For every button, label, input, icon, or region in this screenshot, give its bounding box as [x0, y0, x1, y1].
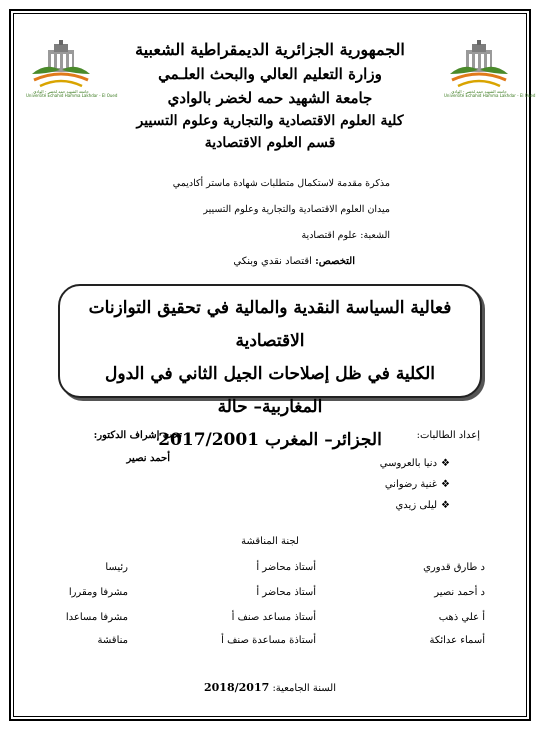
- jury-member-rank: أستاذ محاضر أ: [256, 562, 316, 573]
- title-line-2: الكلية في ظل إصلاحات الجيل الثاني في الدول المغاربية– حالة: [105, 364, 435, 417]
- academic-year-label: السنة الجامعية:: [272, 683, 336, 694]
- jury-member-role: مشرفا ومقررا: [68, 587, 128, 598]
- jury-member-name: د أحمد نصير: [434, 587, 485, 598]
- specialty-line: [233, 256, 355, 267]
- institution-header: [100, 38, 440, 154]
- specialty-value: اقتصاد نقدي وبنكي: [233, 256, 312, 267]
- diamond-bullet-icon: ❖: [441, 500, 450, 511]
- jury-member-rank: أستاذ مساعد صنف أ: [231, 612, 316, 623]
- field-line: ميدان العلوم الاقتصادية والتجارية وعلوم التسيير: [203, 204, 390, 215]
- jury-member-rank: أستاذ محاضر أ: [256, 587, 316, 598]
- memo-line: مذكرة مقدمة لاستكمال متطلبات شهادة ماستر أكاديمي: [172, 178, 390, 189]
- student-item: [395, 500, 450, 511]
- branch-line: الشعبة: علوم اقتصادية: [301, 230, 390, 241]
- ministry-line: وزارة التعليم العالي والبحث العلـمي: [158, 65, 382, 83]
- jury-member-role: مشرفا مساعدا: [65, 612, 128, 623]
- supervisor-name: أحمد نصير: [126, 453, 170, 464]
- logo-caption-latin: Université Echahid Hamma Lakhdar - El Oued: [444, 93, 536, 98]
- student-name: دنيا بالعروسي: [379, 458, 438, 469]
- diamond-bullet-icon: ❖: [441, 479, 450, 490]
- logo-caption: جامعة الشهيد حمه لخضر - الوادي: [33, 89, 89, 94]
- academic-year-value: 2018/2017: [204, 681, 270, 694]
- title-line-3: الجزائر– المغرب 2017/2001: [158, 430, 382, 450]
- student-item: [380, 458, 450, 469]
- title-line-1: فعالية السياسة النقدية والمالية في تحقيق التوازنات الاقتصادية: [88, 298, 452, 351]
- university-logo-left: [26, 40, 118, 102]
- republic-line: الجمهورية الجزائرية الديمقراطية الشعبية: [135, 40, 405, 59]
- supervisor-label: تحت إشراف الدكتور:: [93, 430, 182, 441]
- jury-member-rank: أستاذة مساعدة صنف أ: [221, 635, 316, 646]
- logo-caption: جامعة الشهيد حمه لخضر - الوادي: [451, 89, 507, 94]
- specialty-label: التخصص:: [315, 256, 355, 267]
- diamond-bullet-icon: ❖: [441, 458, 450, 469]
- student-name: ليلى زيدي: [395, 500, 438, 511]
- jury-member-name: أسماء عدائكة: [429, 635, 485, 646]
- students-label: إعداد الطالبات:: [416, 430, 480, 441]
- logo-caption-latin: Université Echahid Hamma Lakhdar - El Oued: [26, 93, 118, 98]
- jury-member-name: د طارق قدوري: [423, 562, 485, 573]
- student-item: [385, 479, 450, 490]
- department-line: قسم العلوم الاقتصادية: [204, 135, 336, 151]
- jury-member-role: مناقشة: [97, 635, 128, 646]
- jury-member-name: أ علي ذهب: [438, 612, 485, 623]
- jury-title: لجنة المناقشة: [241, 536, 299, 547]
- student-name: غنية رضواني: [384, 479, 438, 490]
- university-line: جامعة الشهيد حمه لخضر بالوادي: [167, 89, 373, 107]
- faculty-line: كلية العلوم الاقتصادية والتجارية وعلوم التسيير: [136, 113, 404, 129]
- university-logo-right: [444, 40, 536, 102]
- academic-year: [0, 681, 540, 694]
- jury-member-role: رئيسا: [105, 562, 128, 573]
